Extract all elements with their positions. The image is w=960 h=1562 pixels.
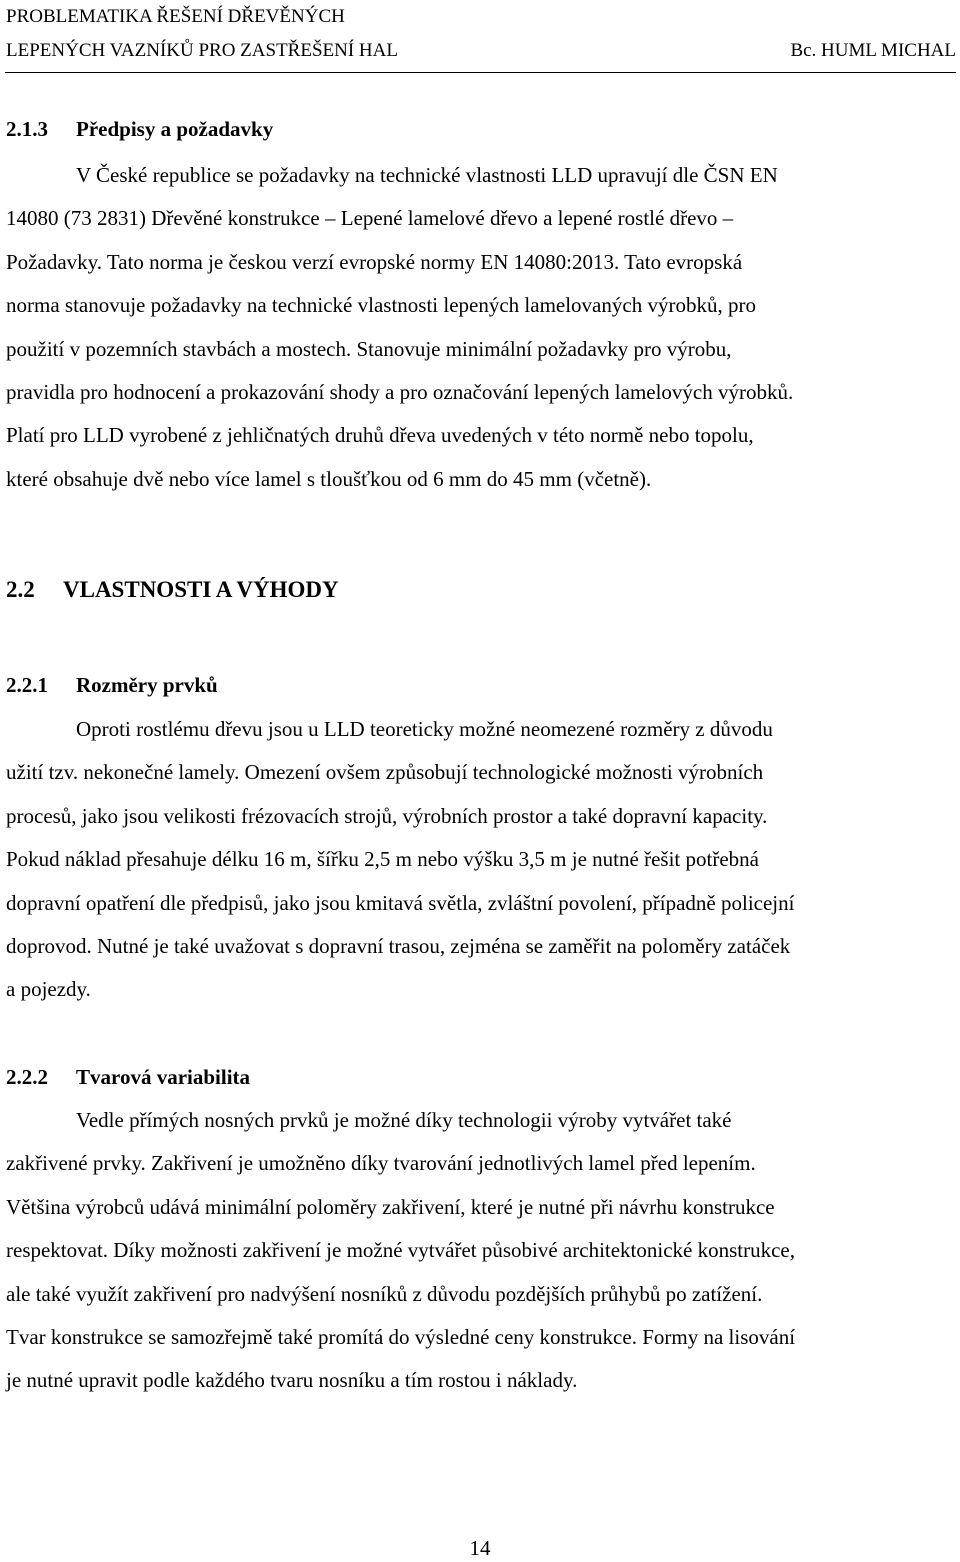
paragraph-line: norma stanovuje požadavky na technické vlastnosti lepených lamelovaných výrobků, pro: [6, 293, 756, 318]
heading-title: Rozměry prvků: [76, 673, 218, 697]
paragraph-line: které obsahuje dvě nebo více lamel s tloušťkou od 6 mm do 45 mm (včetně).: [6, 466, 652, 491]
paragraph-line: dopravní opatření dle předpisů, jako jsou kmitavá světla, zvláštní povolení, případně policejní: [6, 890, 795, 915]
heading-number: 2.1.3: [6, 117, 48, 141]
heading-title: Tvarová variabilita: [76, 1065, 251, 1089]
heading-2-2-2: [6, 1065, 250, 1090]
paragraph-line: Požadavky. Tato norma je českou verzí evropské normy EN 14080:2013. Tato evropská: [6, 249, 743, 274]
heading-number: 2.2.1: [6, 673, 48, 697]
paragraph-2-2-2: [6, 1099, 956, 1403]
paragraph-line: Tvar konstrukce se samozřejmě také promítá do výsledné ceny konstrukce. Formy na lisování: [6, 1325, 796, 1350]
paragraph-line: V České republice se požadavky na technické vlastnosti LLD upravují dle ČSN EN: [76, 163, 778, 187]
paragraph-line: doprovod. Nutné je také uvažovat s dopravní trasou, zejména se zaměřit na poloměry zatáček: [6, 934, 791, 959]
paragraph-line: Oproti rostlému dřevu jsou u LLD teoreticky možné neomezené rozměry z důvodu: [76, 717, 773, 741]
paragraph-line: pravidla pro hodnocení a prokazování shody a pro označování lepených lamelových výrobků.: [6, 380, 794, 405]
header-title-line2: LEPENÝCH VAZNÍKŮ PRO ZASTŘEŠENÍ HAL: [6, 40, 398, 61]
header-divider: [5, 72, 956, 73]
heading-number: 2.2: [6, 577, 35, 602]
page-number: 14: [469, 1536, 491, 1560]
paragraph-line: Platí pro LLD vyrobené z jehličnatých druhů dřeva uvedených v této normě nebo topolu,: [6, 423, 754, 448]
header-title-line1: PROBLEMATIKA ŘEŠENÍ DŘEVĚNÝCH: [6, 6, 345, 27]
paragraph-line: procesů, jako jsou velikosti frézovacích strojů, výrobních prostor a také dopravní kapacity.: [6, 803, 768, 828]
heading-2-1-3: [6, 117, 273, 142]
paragraph-line: respektovat. Díky možnosti zakřivení je možné vytvářet působivé architektonické konstrukce,: [6, 1238, 796, 1263]
heading-2-2: [6, 577, 339, 603]
heading-number: 2.2.2: [6, 1065, 48, 1089]
paragraph-line: je nutné upravit podle každého tvaru nosníku a tím rostou i náklady.: [6, 1368, 578, 1393]
header-line2: [6, 34, 956, 68]
header-author: Bc. HUML MICHAL: [790, 40, 956, 61]
paragraph-line: zakřivené prvky. Zakřivení je umožněno díky tvarování jednotlivých lamel před lepením.: [6, 1151, 756, 1176]
paragraph-line: a pojezdy.: [6, 977, 91, 1002]
heading-2-2-1: [6, 673, 218, 698]
paragraph-2-2-1: [6, 708, 956, 1012]
running-header: [6, 0, 956, 68]
heading-title: Předpisy a požadavky: [76, 117, 274, 141]
paragraph-line: 14080 (73 2831) Dřevěné konstrukce – Lepené lamelové dřevo a lepené rostlé dřevo –: [6, 206, 734, 231]
paragraph-line: Vedle přímých nosných prvků je možné díky technologii výroby vytvářet také: [76, 1108, 732, 1132]
paragraph-line: ale také využít zakřivení pro nadvýšení nosníků z důvodu pozdějších průhybů po zatížení.: [6, 1281, 763, 1306]
paragraph-line: Většina výrobců udává minimální poloměry zakřivení, které je nutné při návrhu konstrukce: [6, 1194, 775, 1219]
heading-title: VLASTNOSTI A VÝHODY: [63, 577, 339, 602]
paragraph-line: Pokud náklad přesahuje délku 16 m, šířku 2,5 m nebo výšku 3,5 m je nutné řešit potřebná: [6, 847, 759, 872]
paragraph-line: použití v pozemních stavbách a mostech. Stanovuje minimální požadavky pro výrobu,: [6, 336, 732, 361]
paragraph-line: užití tzv. nekonečné lamely. Omezení ovšem způsobují technologické možnosti výrobních: [6, 760, 764, 785]
paragraph-2-1-3: [6, 154, 956, 501]
